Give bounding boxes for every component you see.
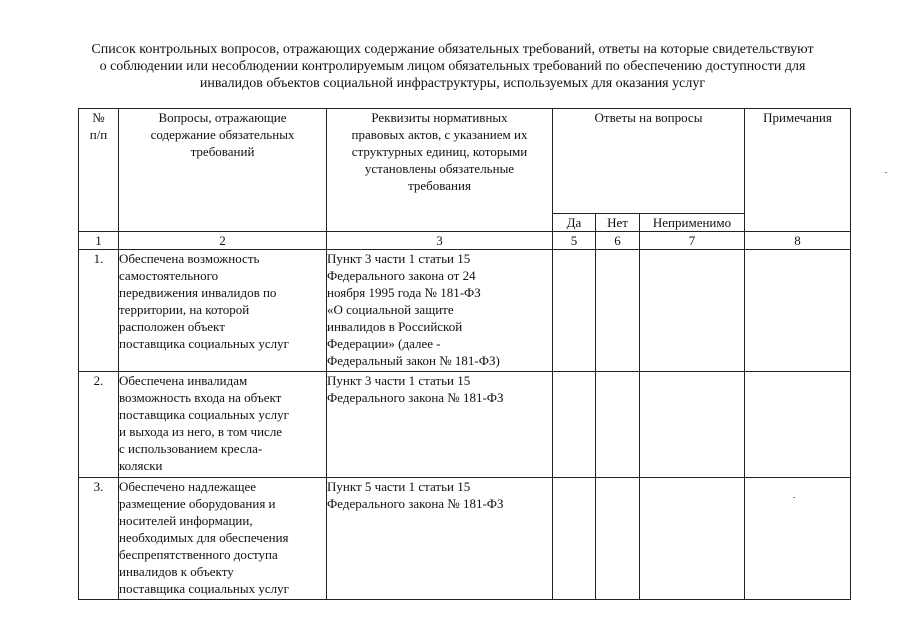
header-notes: Примечания <box>745 109 851 232</box>
question-cell: Обеспечена возможность самостоятельного передвижения инвалидов по территории, на которой расположен объект поставщика социальных услуг <box>119 250 327 372</box>
table-row <box>79 478 851 600</box>
header-row <box>79 109 851 214</box>
checklist-table <box>78 108 851 600</box>
scan-speck <box>885 172 887 173</box>
table-row <box>79 372 851 478</box>
reference-cell: Пункт 3 части 1 статьи 15 Федерального закона от 24 ноября 1995 года № 181-ФЗ «О социальной защите инвалидов в Российской Федерации» (далее - Федеральный закон № 181-ФЗ) <box>327 250 553 372</box>
reference-cell: Пункт 3 части 1 статьи 15 Федерального закона № 181-ФЗ <box>327 372 553 478</box>
answer-no-cell[interactable] <box>596 372 640 478</box>
question-cell: Обеспечено надлежащее размещение оборудования и носителей информации, необходимых для обеспечения беспрепятственного доступа инвалидов к объекту поставщика социальных услуг <box>119 478 327 600</box>
answer-yes-cell[interactable] <box>553 250 596 372</box>
reference-cell: Пункт 5 части 1 статьи 15 Федерального закона № 181-ФЗ <box>327 478 553 600</box>
title-line: о соблюдении или несоблюдении контролируемым лицом обязательных требований по обеспечению доступности для <box>99 59 806 74</box>
answer-no-cell[interactable] <box>596 250 640 372</box>
answer-not-applicable-cell[interactable] <box>640 372 745 478</box>
answer-yes-cell[interactable] <box>553 478 596 600</box>
column-number: 3 <box>327 232 553 250</box>
scan-speck <box>793 497 795 498</box>
notes-cell[interactable] <box>745 372 851 478</box>
header-yes: Да <box>553 214 596 232</box>
column-number: 6 <box>596 232 640 250</box>
column-number: 5 <box>553 232 596 250</box>
question-cell: Обеспечена инвалидам возможность входа на объект поставщика социальных услуг и выхода из него, в том числе с использованием кресла- коляски <box>119 372 327 478</box>
answer-not-applicable-cell[interactable] <box>640 478 745 600</box>
answer-no-cell[interactable] <box>596 478 640 600</box>
column-number: 7 <box>640 232 745 250</box>
header-not-applicable: Неприменимо <box>640 214 745 232</box>
answer-not-applicable-cell[interactable] <box>640 250 745 372</box>
row-number: 3. <box>79 478 119 600</box>
row-number: 2. <box>79 372 119 478</box>
row-number: 1. <box>79 250 119 372</box>
title-line: инвалидов объектов социальной инфраструктуры, используемых для оказания услуг <box>199 76 706 91</box>
notes-cell[interactable] <box>745 478 851 600</box>
answer-yes-cell[interactable] <box>553 372 596 478</box>
document-title <box>40 41 865 92</box>
column-number: 1 <box>79 232 119 250</box>
column-number: 2 <box>119 232 327 250</box>
header-answers: Ответы на вопросы <box>553 109 745 214</box>
table-row <box>79 250 851 372</box>
notes-cell[interactable] <box>745 250 851 372</box>
header-num: № п/п <box>79 109 119 232</box>
column-number: 8 <box>745 232 851 250</box>
column-number-row <box>79 232 851 250</box>
header-refs: Реквизиты нормативных правовых актов, с указанием их структурных единиц, которыми установлены обязательные требования <box>327 109 553 232</box>
header-questions: Вопросы, отражающие содержание обязательных требований <box>119 109 327 232</box>
title-line: Список контрольных вопросов, отражающих содержание обязательных требований, ответы на которые свидетельствуют <box>91 42 814 57</box>
header-no: Нет <box>596 214 640 232</box>
